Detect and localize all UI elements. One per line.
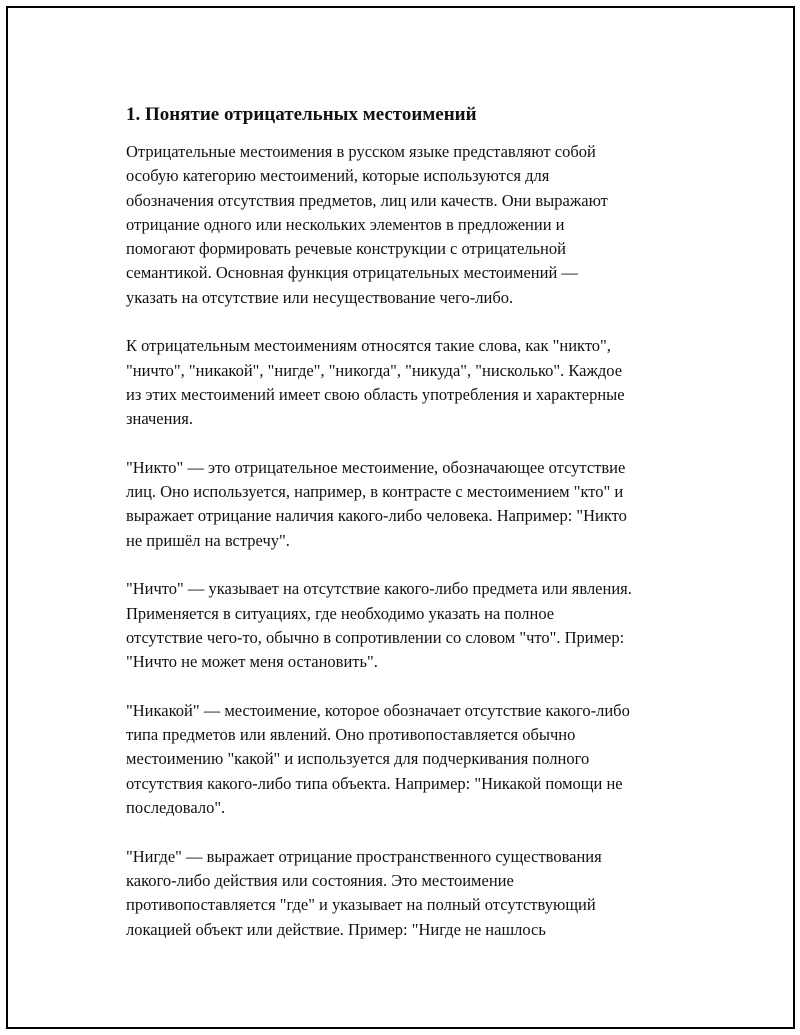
- document-body: [126, 103, 716, 966]
- paragraph-nichto: "Ничто" — указывает на отсутствие какого-либо предмета или явления. Применяется в ситуациях, где необходимо указать на полное отсутствие чего-то, обычно в сопротивлении со словом "что". Пример: "Ничто не может меня остановить".: [126, 579, 632, 672]
- paragraph-nikakoy: "Никакой" — местоимение, которое обозначает отсутствие какого-либо типа предметов или явлений. Оно противопоставляется обычно местоимению "какой" и используется для подчеркивания полного отсутствия какого-либо типа объекта. Например: "Никакой помощи не последовало".: [126, 700, 630, 818]
- paragraph-definition: Отрицательные местоимения в русском языке представляют собой особую категорию местоимений, которые используются для обозначения отсутствия предметов, лиц или качеств. Они выражают отрицание одного или нескольких элементов в предложении и помогают формировать речевые конструкции с отрицательной семантикой. Основная функция отрицательных местоимений — указать на отсутствие или несуществование чего-либо.: [126, 142, 608, 307]
- page-frame: [6, 6, 795, 1029]
- paragraph-nigde: "Нигде" — выражает отрицание пространственного существования какого-либо действия или состояния. Это местоимение противопоставляется "где" и указывает на полный отсутствующий локацией объект или действие. Пример: "Нигде не нашлось: [126, 846, 602, 939]
- paragraph-nikto: "Никто" — это отрицательное местоимение, обозначающее отсутствие лиц. Оно используется, например, в контрасте с местоимением "кто" и выражает отрицание наличия какого-либо человека. Например: "Никто не пришёл на встречу".: [126, 457, 627, 550]
- paragraph-list-of-pronouns: К отрицательным местоимениям относятся такие слова, как "никто", "ничто", "никакой", "нигде", "никогда", "никуда", "нисколько". Каждое из этих местоимений имеет свою область употребления и характерные значения.: [126, 336, 625, 429]
- section-heading: 1. Понятие отрицательных местоимений: [126, 104, 477, 125]
